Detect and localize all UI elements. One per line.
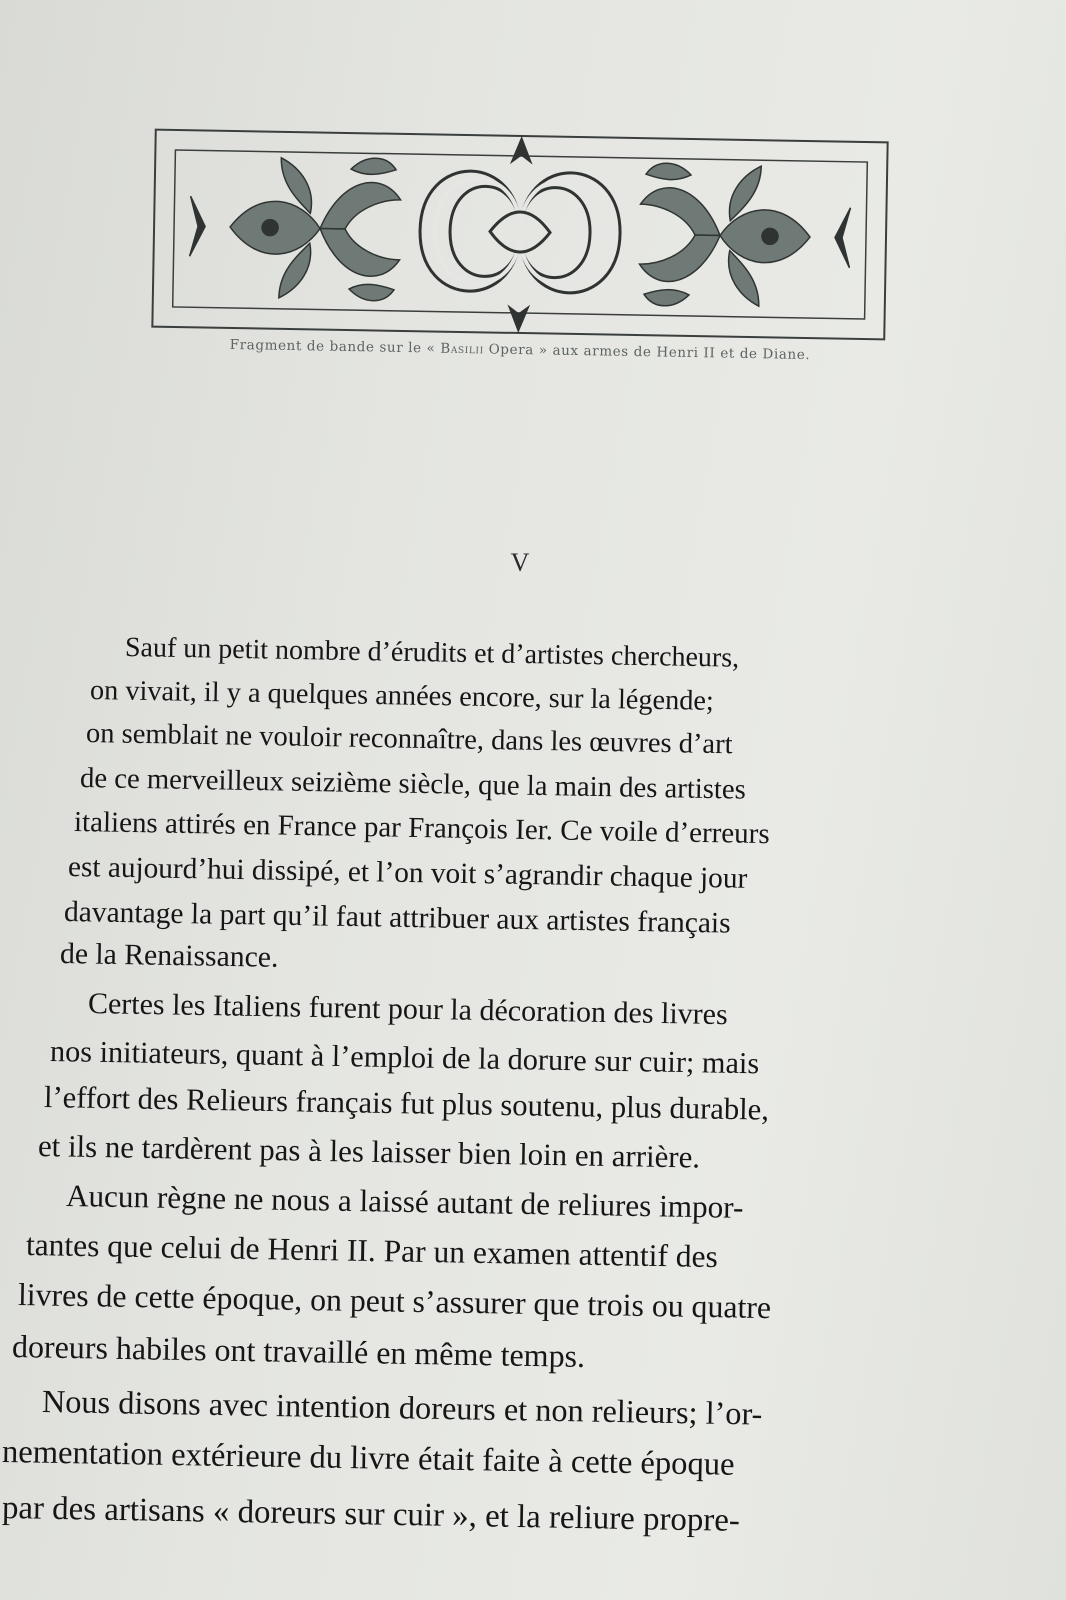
text-line: de la Renaissance. [59, 938, 279, 974]
text-line: davantage la part qu’il faut attribuer aux artistes français [63, 896, 731, 940]
caption-text-start: Fragment de bande sur le « [229, 336, 441, 357]
caption-smallcaps: Basilii [440, 340, 484, 358]
text-line: Nous disons avec intention doreurs et non relieurs; l’or- [41, 1383, 763, 1432]
text-line: Certes les Italiens furent pour la décoration des livres [87, 987, 728, 1032]
text-line: on semblait ne vouloir reconnaître, dans les œuvres d’art [85, 718, 733, 761]
text-line: nementation extérieure du livre était faite à cette époque [1, 1434, 735, 1483]
text-line: doreurs habiles ont travaillé en même temps. [11, 1328, 586, 1375]
text-line: italiens attirés en France par François Ier. Ce voile d’erreurs [73, 806, 770, 851]
text-line: on vivait, il y a quelques années encore, sur la légende; [89, 675, 715, 717]
text-line: l’effort des Relieurs français fut plus soutenu, plus durable, [43, 1080, 770, 1127]
text-line: est aujourd’hui dissipé, et l’on voit s’agrandir chaque jour [67, 851, 748, 895]
text-line: nos initiateurs, quant à l’emploi de la dorure sur cuir; mais [49, 1034, 760, 1081]
text-line: tantes que celui de Henri II. Par un examen attentif des [25, 1227, 719, 1275]
text-line: livres de cette époque, on peut s’assurer que trois ou quatre [17, 1277, 772, 1326]
text-line: Aucun règne ne nous a laissé autant de reliures impor- [65, 1178, 744, 1225]
text-line: Sauf un petit nombre d’érudits et d’artistes chercheurs, [124, 632, 740, 674]
text-line: et ils ne tardèrent pas à les laisser bien loin en arrière. [37, 1128, 701, 1175]
caption-text-end: Opera » aux armes de Henri II et de Diane. [483, 341, 811, 364]
text-line: par des artisans « doreurs sur cuir », et la reliure propre- [1, 1490, 741, 1539]
chapter-number: V [510, 548, 530, 577]
text-line: de ce merveilleux seizième siècle, que la main des artistes [79, 762, 747, 806]
